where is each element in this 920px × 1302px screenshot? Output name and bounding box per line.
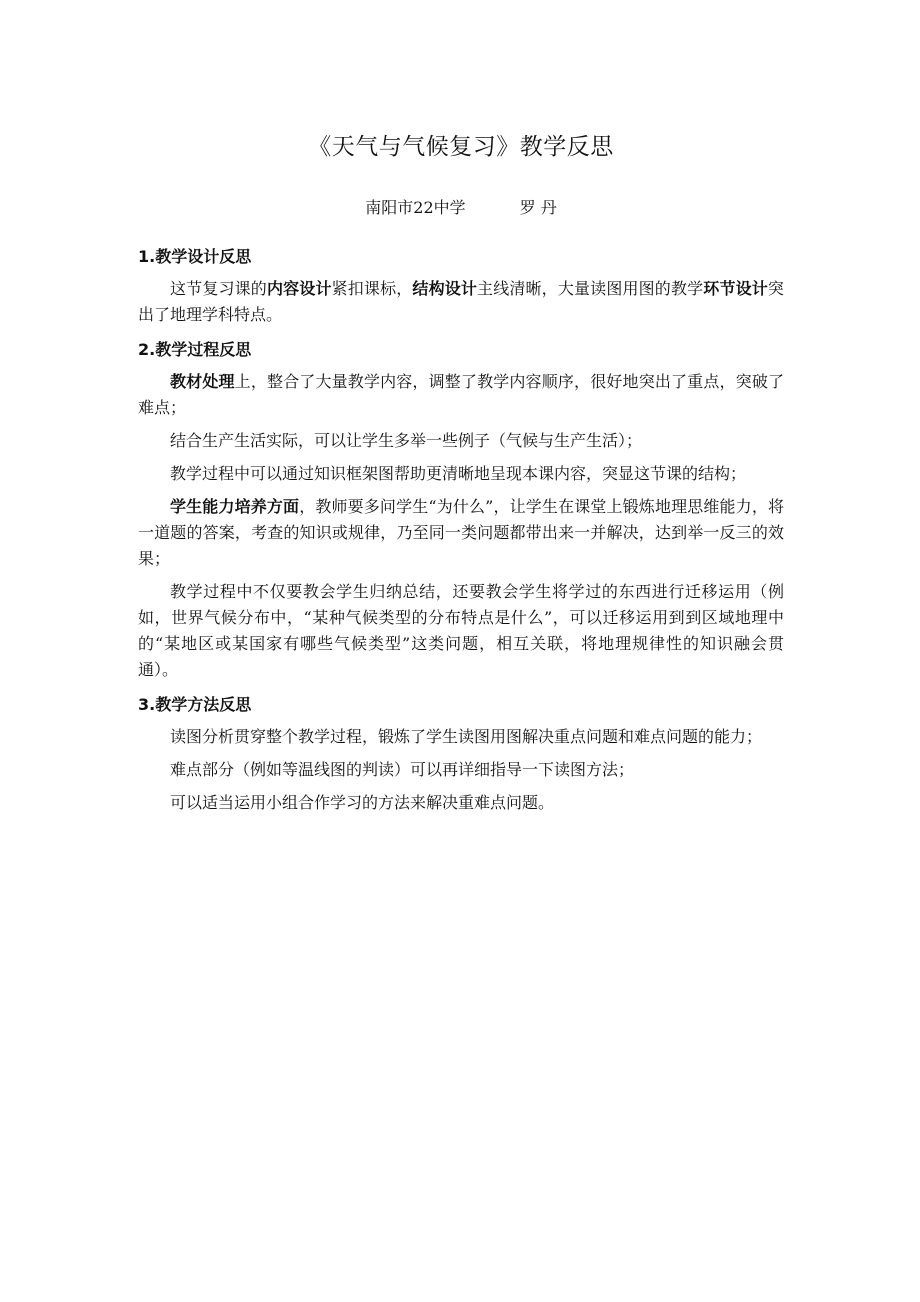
paragraph-text: 突出了地理学科特点。 (138, 279, 784, 324)
paragraph-text: 主线清晰，大量读图用图的教学 (477, 279, 704, 298)
paragraph-text: 这节复习课的 (170, 279, 267, 298)
emphasis-text: 环节设计 (703, 279, 768, 298)
author-name: 罗 丹 (519, 198, 557, 217)
author-school: 南阳市22中学 (365, 198, 466, 217)
paragraph-text: 读图分析贯穿整个教学过程，锻炼了学生读图用图解决重点问题和难点问题的能力； (170, 727, 763, 746)
paragraph-text: 难点部分（例如等温线图的判读）可以再详细指导一下读图方法； (170, 760, 635, 779)
emphasis-text: 结构设计 (412, 279, 478, 298)
section-heading: 3.教学方法反思 (138, 695, 252, 714)
paragraph-text: 教学过程中可以通过知识框架图帮助更清晰地呈现本课内容，突显这节课的结构； (170, 464, 747, 483)
paragraph-text: 教学过程中不仅要教会学生归纳总结，还要教会学生将学过的东西进行迁移运用（例如，世界气候分布中，“某种气候类型的分布特点是什么”，可以迁移运用到到区域地理中的“某地区或某国家有哪些气候类型”这类问题，相互关联，将地理规律性的知识融会贯通）。 (138, 582, 784, 679)
paragraph (138, 790, 784, 816)
paragraph-text: 结合生产生活实际，可以让学生多举一些例子（气候与生产生活）； (170, 431, 643, 450)
emphasis-text: 学生能力培养方面 (170, 497, 300, 516)
paragraph (138, 579, 784, 683)
paragraph-text: 可以适当运用小组合作学习的方法来解决重难点问题。 (170, 793, 555, 812)
paragraph-text: 紧扣课标， (331, 279, 413, 298)
paragraph (138, 494, 784, 572)
paragraph (138, 276, 784, 328)
paragraph (138, 369, 784, 421)
paragraph-text: 上，整合了大量教学内容，调整了教学内容顺序，很好地突出了重点，突破了难点； (138, 372, 784, 417)
paragraph-text: ，教师要多问学生“为什么”，让学生在课堂上锻炼地理思维能力，将一道题的答案，考查的知识或规律，乃至同一类问题都带出来一并解决，达到举一反三的效果； (138, 497, 784, 568)
section-heading: 2.教学过程反思 (138, 340, 252, 359)
author-line (138, 196, 784, 220)
paragraph (138, 428, 784, 454)
document-body (138, 244, 784, 825)
paragraph (138, 461, 784, 487)
emphasis-text: 教材处理 (170, 372, 235, 391)
paragraph (138, 757, 784, 783)
section-heading: 1.教学设计反思 (138, 247, 252, 266)
document-title: 《天气与气候复习》教学反思 (308, 134, 614, 160)
emphasis-text: 内容设计 (266, 279, 332, 298)
paragraph (138, 724, 784, 750)
